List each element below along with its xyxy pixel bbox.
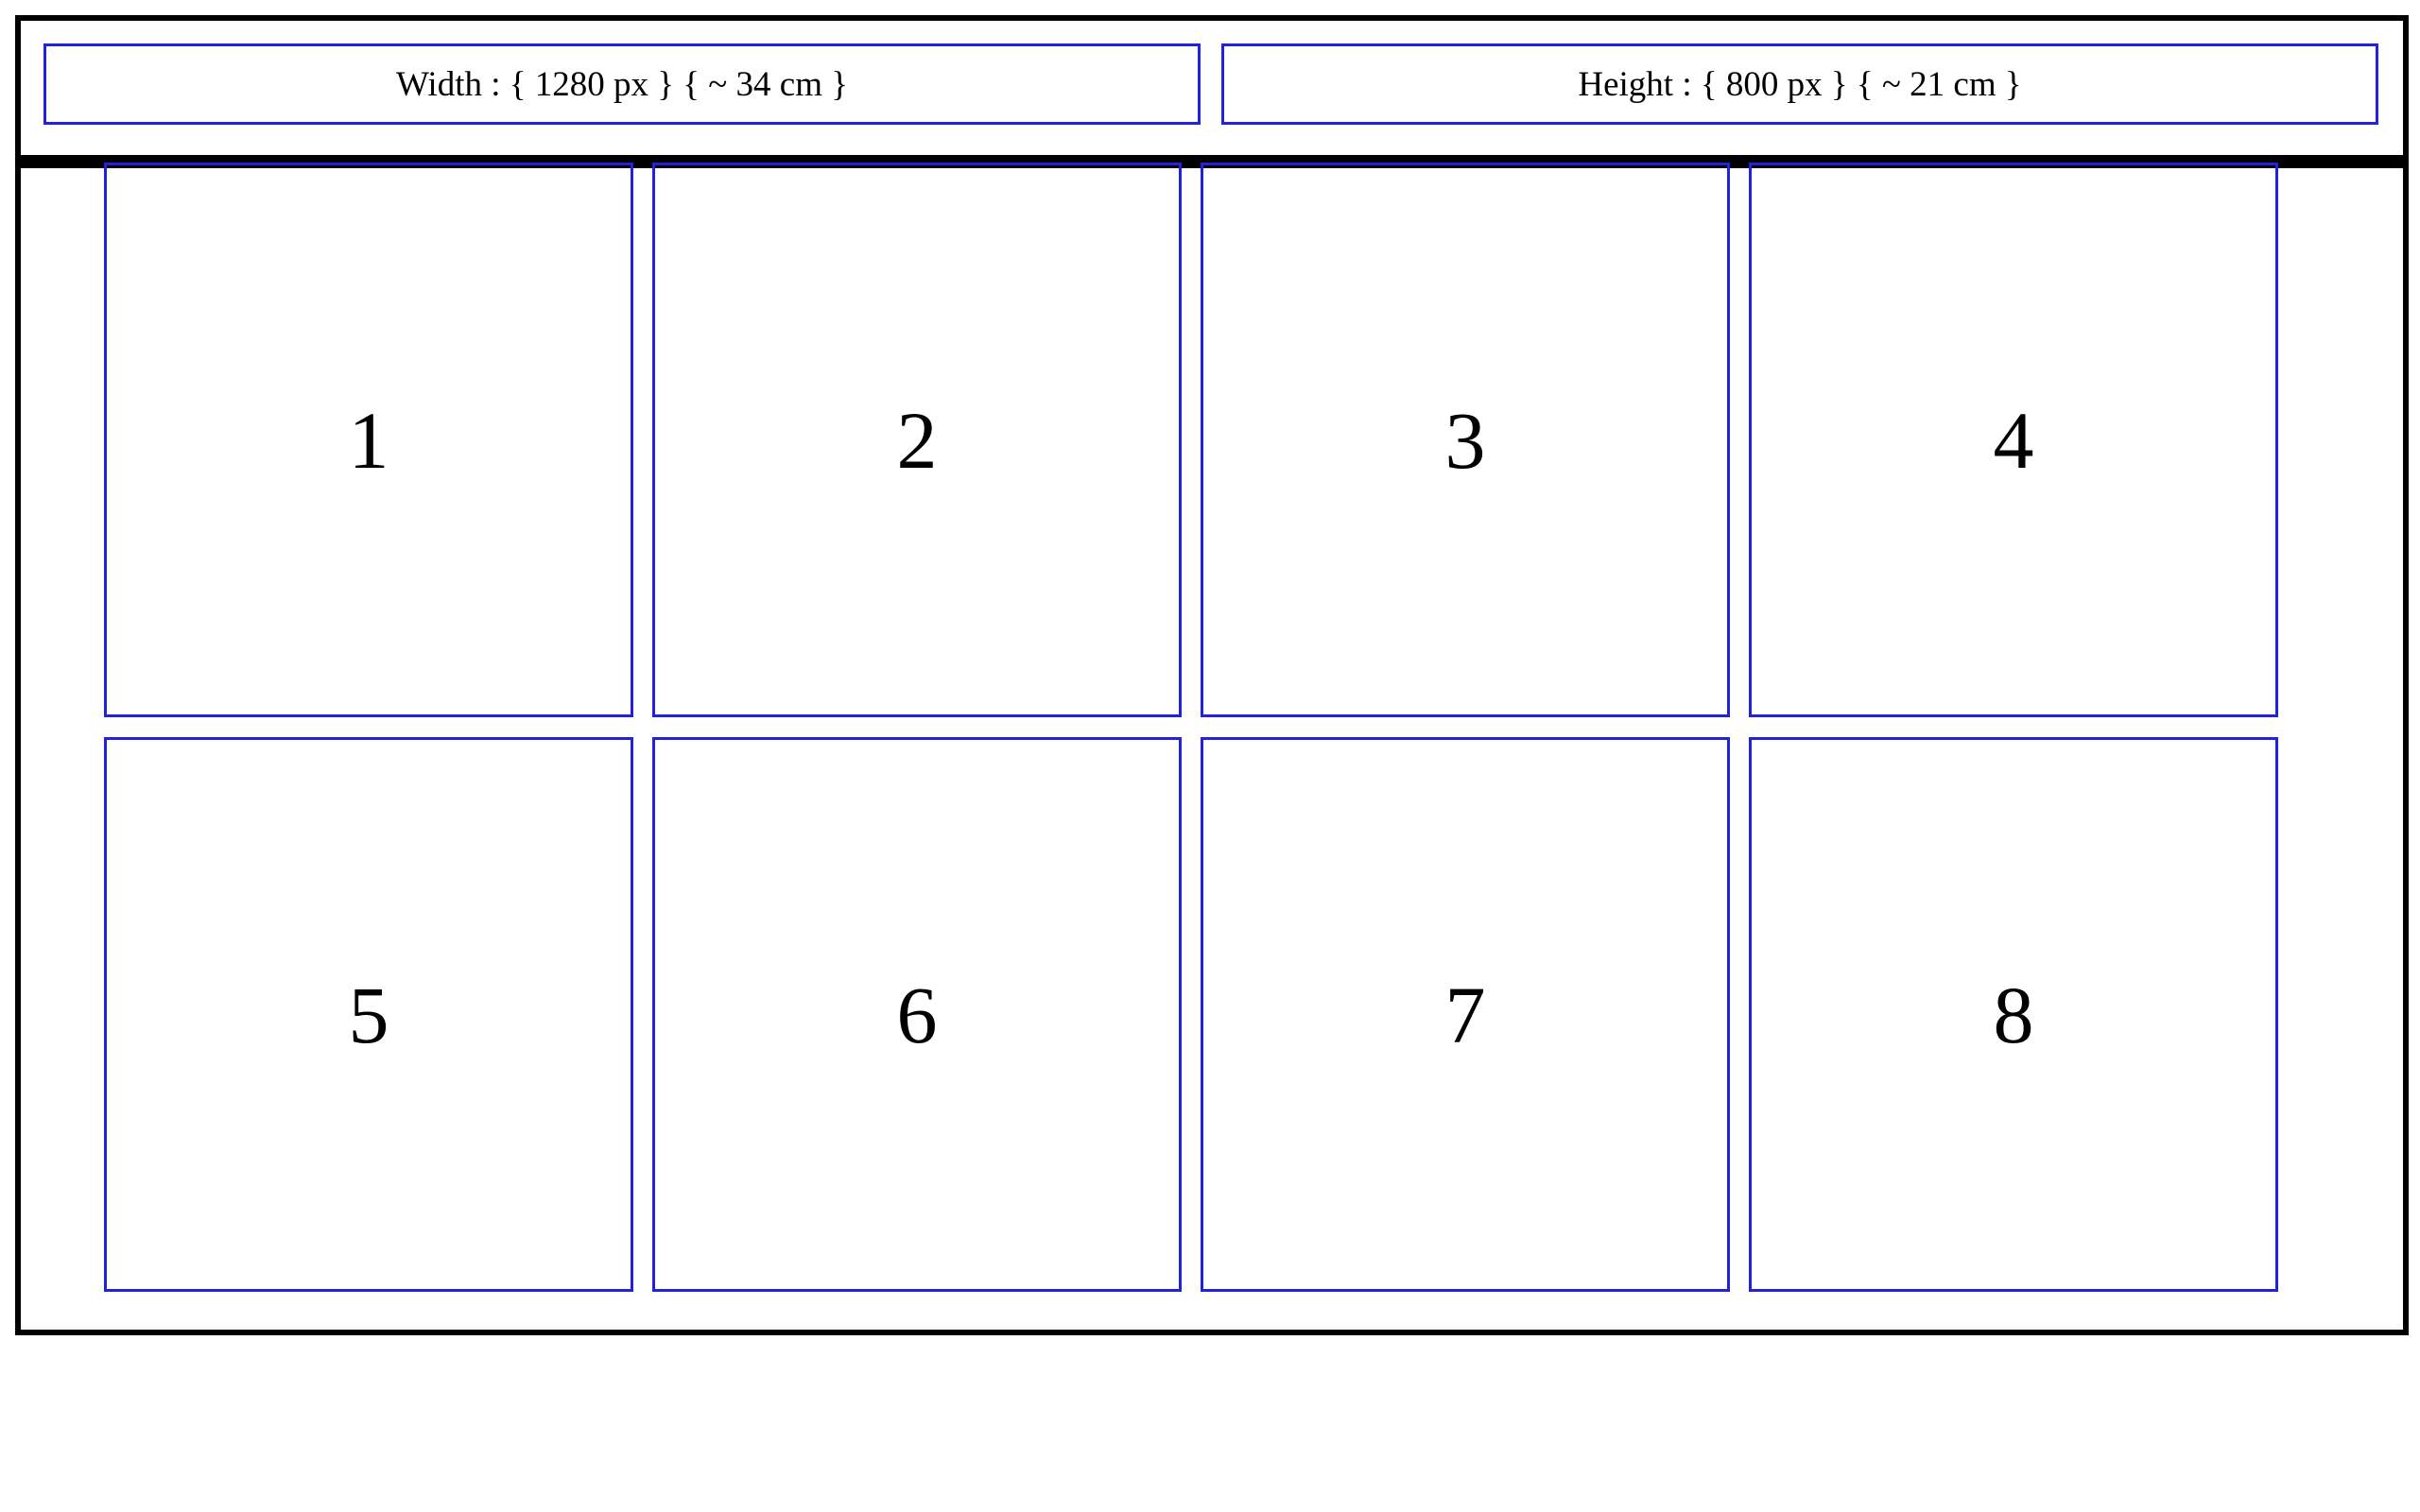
tile-5 (104, 737, 633, 1292)
tile-8 (1749, 737, 2278, 1292)
tile-number: 5 (348, 969, 389, 1060)
tile-number: 2 (896, 394, 938, 486)
dimensions-header (21, 21, 2403, 168)
tile-1 (104, 163, 633, 717)
tile-3 (1201, 163, 1730, 717)
tile-2 (652, 163, 1182, 717)
height-readout (1221, 43, 2378, 125)
tile-7 (1201, 737, 1730, 1292)
tile-grid (104, 163, 2280, 1292)
width-readout-text: Width : { 1280 px } { ~ 34 cm } (395, 64, 849, 104)
tile-number: 8 (1993, 969, 2034, 1060)
tile-number: 6 (896, 969, 938, 1060)
tile-6 (652, 737, 1182, 1292)
height-readout-text: Height : { 800 px } { ~ 21 cm } (1578, 64, 2022, 104)
width-readout (43, 43, 1201, 125)
tile-number: 7 (1444, 969, 1486, 1060)
tile-number: 4 (1993, 394, 2034, 486)
tile-number: 1 (348, 394, 389, 486)
tile-number: 3 (1444, 394, 1486, 486)
tile-4 (1749, 163, 2278, 717)
